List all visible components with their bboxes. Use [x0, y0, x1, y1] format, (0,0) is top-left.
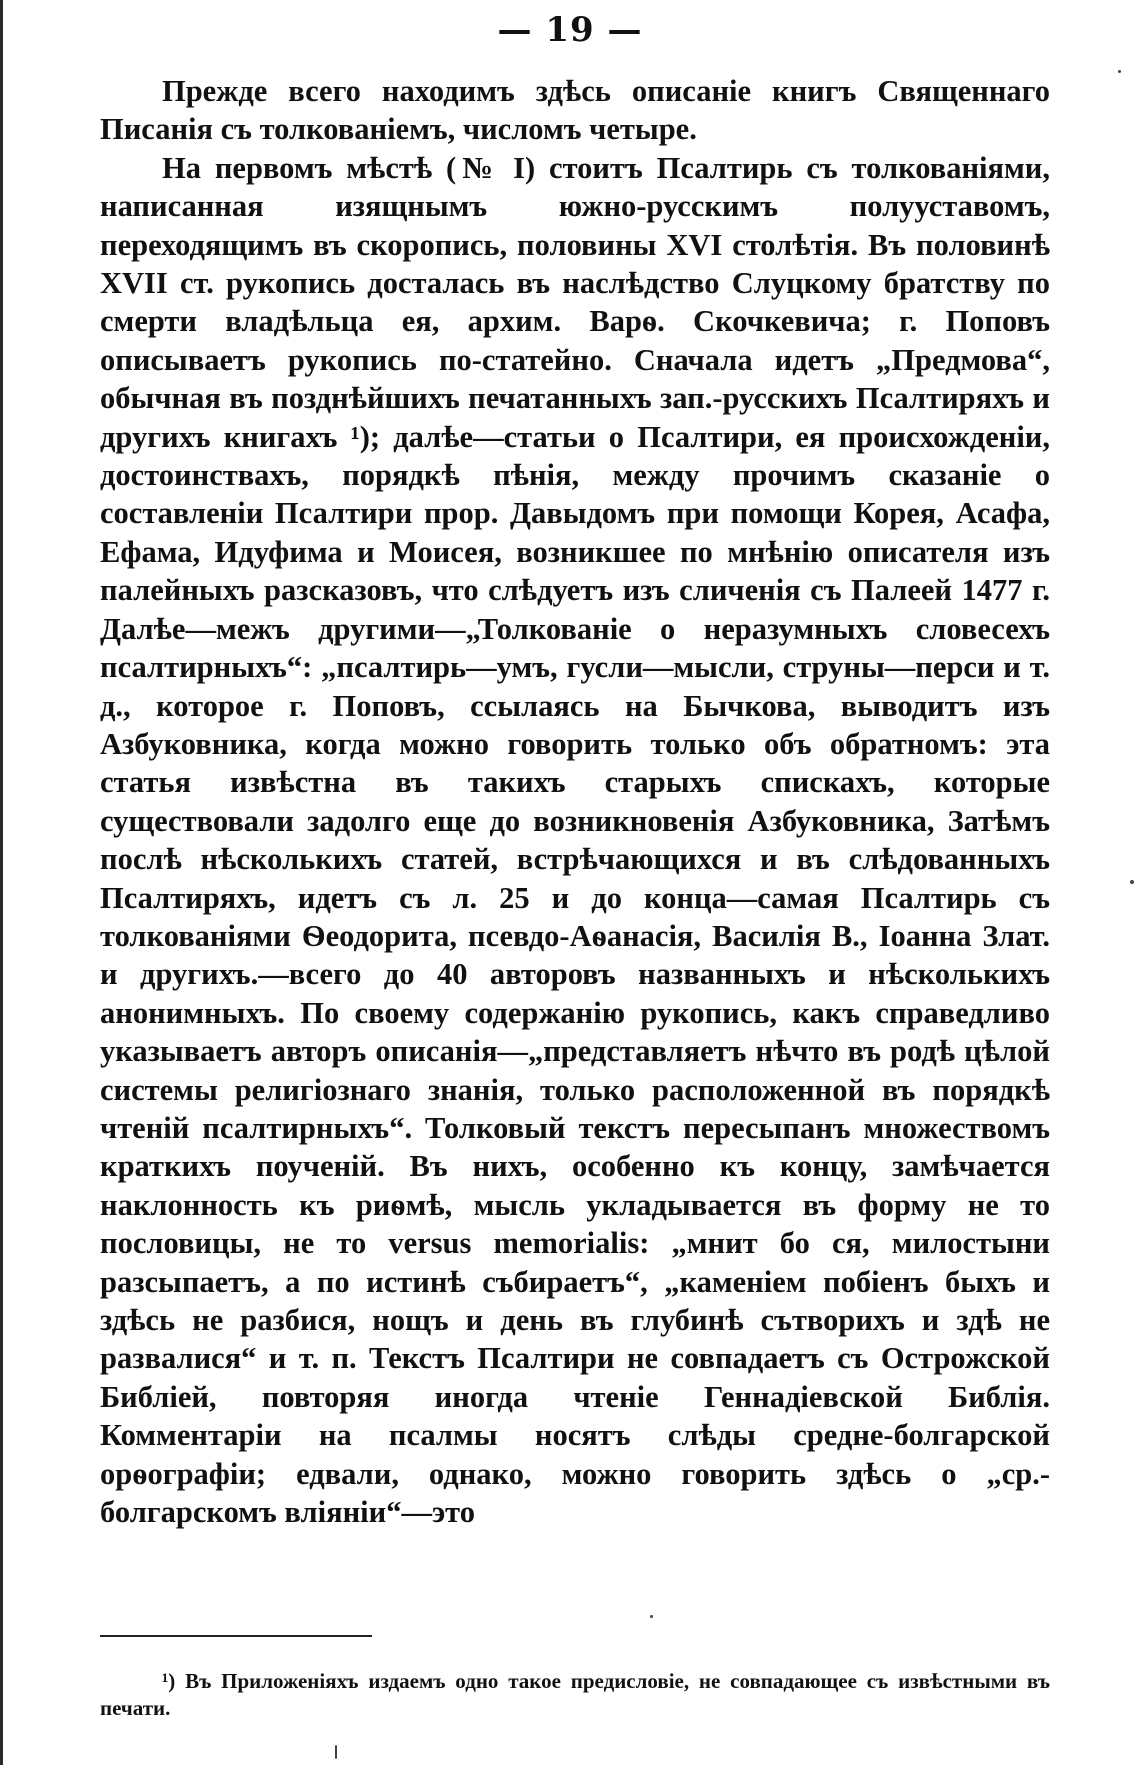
scan-speck [1118, 70, 1121, 73]
scan-speck [650, 1615, 653, 1618]
footnote-text: ¹) Въ Приложеніяхъ издаемъ одно такое предисловіе, не совпадающее съ извѣстными въ печати. [100, 1669, 1050, 1720]
scan-edge [0, 0, 3, 1765]
footnote [100, 1668, 1050, 1722]
paragraph-intro: Прежде всего находимъ здѣсь описаніе книгъ Священнаго Писанія съ толкованіемъ, числомъ четыре. [100, 74, 1050, 147]
paragraph-main: На первомъ мѣстѣ (№ I) стоитъ Псалтирь съ толкованіями, написанная изящнымъ южно-русскимъ полууставомъ, переходящимъ въ скоропись, половины XVI столѣтія. Въ половинѣ XVII ст. рукопись досталась въ наслѣдство Слуцкому братству по смерти владѣльца ея, архим. Варѳ. Скочкевича; г. Поповъ описываетъ рукопись по-статейно. Сначала идетъ „Предмова“, обычная въ позднѣйшихъ печатанныхъ зап.-русскихъ Псалтиряхъ и другихъ книгахъ ¹); далѣе—статьи о Псалтири, ея происхожденіи, достоинствахъ, порядкѣ пѣнія, между прочимъ сказаніе о составленіи Псалтири прор. Давыдомъ при помощи Корея, Асафа, Ефама, Идуфима и Моисея, возникшее по мнѣнію описателя изъ палейныхъ разсказовъ, что слѣдуетъ изъ сличенія съ Палеей 1477 г. Далѣе—межъ другими—„Толкованіе о неразумныхъ словесехъ псалтирныхъ“: „псалтирь—умъ, гусли—мысли, струны—перси и т. д., которое г. Поповъ, ссылаясь на Бычкова, выводитъ изъ Азбуковника, когда можно говорить только объ обратномъ: эта статья извѣстна въ такихъ старыхъ спискахъ, которые существовали задолго еще до возникновенія Азбуковника, Затѣмъ послѣ нѣсколькихъ статей, встрѣчающихся и въ слѣдованныхъ Псалтиряхъ, идетъ съ л. 25 и до конца—самая Псалтирь съ толкованіями Ѳеодорита, псевдо-Аѳанасія, Василія В., Іоанна Злат. и другихъ.—всего до 40 авторовъ названныхъ и нѣсколькихъ анонимныхъ. По своему содержанію рукопись, какъ справедливо указываетъ авторъ описанія—„представляетъ нѣчто въ родѣ цѣлой системы религіознаго знанія, только расположенной въ порядкѣ чтеній псалтирныхъ“. Толковый текстъ пересыпанъ множествомъ краткихъ поученій. Въ нихъ, особенно къ концу, замѣчается наклонность къ риѳмѣ, мысль укладывается въ форму не то пословицы, не то versus memorialis: „мнит бо ся, милостыни разсыпаетъ, а по истинѣ събираетъ“, „каменіем побіенъ быхъ и здѣсь не разбися, нощъ и день въ глубинѣ сътворихъ и здѣ не развалися“ и т. п. Текстъ Псалтири не совпадаетъ съ Острожской Библіей, повторяя иногда чтеніе Геннадіевской Библія. Комментаріи на псалмы носятъ слѣды средне-болгарской орѳографіи; едвали, однако, можно говорить здѣсь о „ср.-болгарскомъ вліяніи“—это [100, 150, 1050, 1530]
page-number: — 19 — [497, 10, 643, 50]
footnote-rule [100, 1635, 372, 1637]
scan-speck [335, 1745, 337, 1759]
body-text [100, 72, 1050, 1531]
scan-speck [1130, 880, 1134, 884]
